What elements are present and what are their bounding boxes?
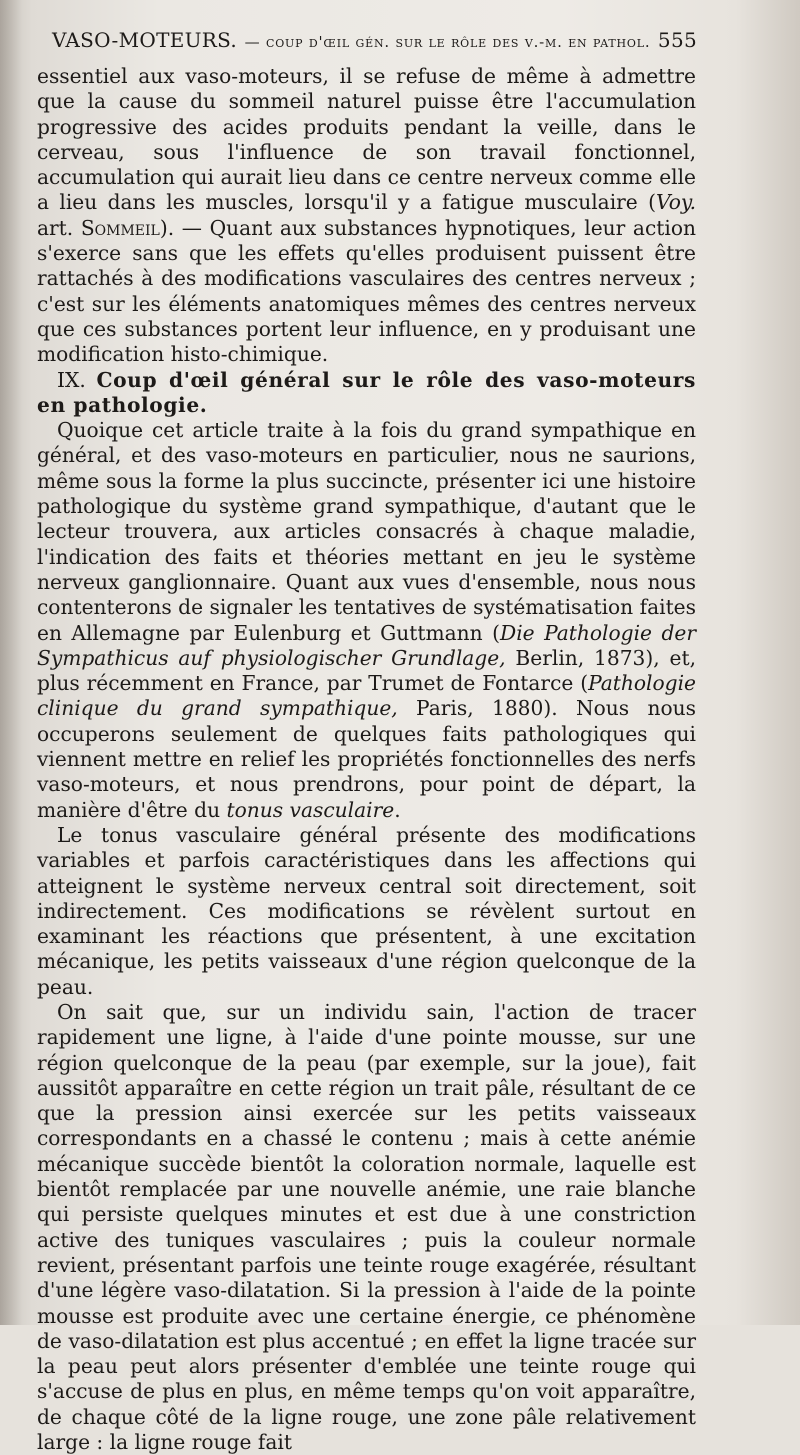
p1-sommeil: Sommeil (80, 215, 160, 240)
section-heading (37, 368, 696, 419)
running-header (52, 28, 697, 60)
paragraph-2 (37, 418, 696, 823)
p1-rest: ). — Quant aux substances hypnotiques, leur action s'exerce sans que les effets qu'elles produisent puissent être rattachés à des modifications vasculaires des centres nerveux ; c'est sur les éléments anatomiques mêmes des centres nerveux que ces substances portent leur influence, en y produisant une modification histo-chimique. (37, 215, 696, 367)
paragraph-3: Le tonus vasculaire général présente des modifications variables et parfois caractéristiques dans les affections qui atteignent le système nerveux central soit directement, soit indirectement. Ces modifications se révèlent surtout en examinant les réactions que présentent, à une excitation mécanique, les petits vaisseaux d'une région quelconque de la peau. (37, 822, 696, 999)
header-title: VASO-MOTEURS. (52, 28, 238, 52)
section-title: Coup d'œil général sur le rôle des vaso-moteurs en pathologie. (37, 367, 696, 417)
p2-book-2: Pathologie clinique du grand sympathique, (37, 671, 696, 721)
p1-voy: Voy. (655, 190, 696, 215)
p2-tonus: tonus vasculaire (226, 797, 395, 822)
p2-text-b: Berlin, 1873), et, plus récemment en France, par Trumet de Fontarce ( (37, 645, 696, 696)
p1-art: art. (37, 215, 81, 240)
p2-text-c: Paris, 1880). Nous nous occuperons seulement de quelques faits pathologiques qui viennent mettre en relief les propriétés fonctionnelles des nerfs vaso-moteurs, et nous prendrons, pour point de départ, la manière d'être du (37, 696, 696, 822)
gutter-shadow (0, 0, 22, 1325)
paragraph-4: On sait que, sur un individu sain, l'action de tracer rapidement une ligne, à l'aide d'une pointe mousse, sur une région quelconque de la peau (par exemple, sur la joue), fait aussitôt apparaître en cette région un trait pâle, résultant de ce que la pression ainsi exercée sur les petits vaisseaux correspondants en a chassé le contenu ; mais à cette anémie mécanique succède bientôt la coloration normale, laquelle est bientôt remplacée par une nouvelle anémie, une raie blanche qui persiste quelques minutes et est due à une constriction active des tuniques vasculaires ; puis la couleur normale revient, présentant parfois une teinte rouge exagérée, résultant d'une légère vaso-dilatation. Si la pression à l'aide de la pointe mousse est produite avec une certaine énergie, ce phénomène de vaso-dilatation est plus accentué ; en effet la ligne tracée sur la peau peut alors présenter d'emblée une teinte rouge qui s'accuse de plus en plus, en même temps qu'on voit apparaître, de chaque côté de la ligne rouge, une zone pâle relativement large : la ligne rouge fait (37, 999, 696, 1455)
p2-book-1: Die Pathologie der Sympathicus auf physiologischer Grundlage, (37, 620, 696, 670)
body-text (37, 64, 696, 1455)
p2-text-a: Quoique cet article traite à la fois du grand sympathique en général, et des vaso-moteurs en particulier, nous ne saurions, même sous la forme la plus succincte, présenter ici une histoire pathologique du système grand sympathique, d'autant que le lecteur trouvera, aux articles consacrés à chaque maladie, l'indication des faits et théories mettant en jeu le système nerveux ganglionnaire. Quant aux vues d'ensemble, nous nous contenterons de signaler les tentatives de systématisation faites en Allemagne par Eulenburg et Guttmann ( (37, 418, 696, 645)
header-subtitle: — coup d'œil gén. sur le rôle des v.-m. en pathol. (244, 33, 651, 51)
page-number: 555 (657, 28, 697, 52)
section-number: IX. (57, 367, 86, 392)
paragraph-1 (37, 64, 696, 368)
p1-text: essentiel aux vaso-moteurs, il se refuse de même à admettre que la cause du sommeil naturel puisse être l'accumulation progressive des acides produits pendant la veille, dans le cerveau, sous l'influence de son travail fonctionnel, accumulation qui aurait lieu dans ce centre nerveux comme elle a lieu dans les muscles, lorsqu'il y a fatigue musculaire ( (37, 64, 696, 215)
p2-text-d: . (394, 797, 401, 822)
